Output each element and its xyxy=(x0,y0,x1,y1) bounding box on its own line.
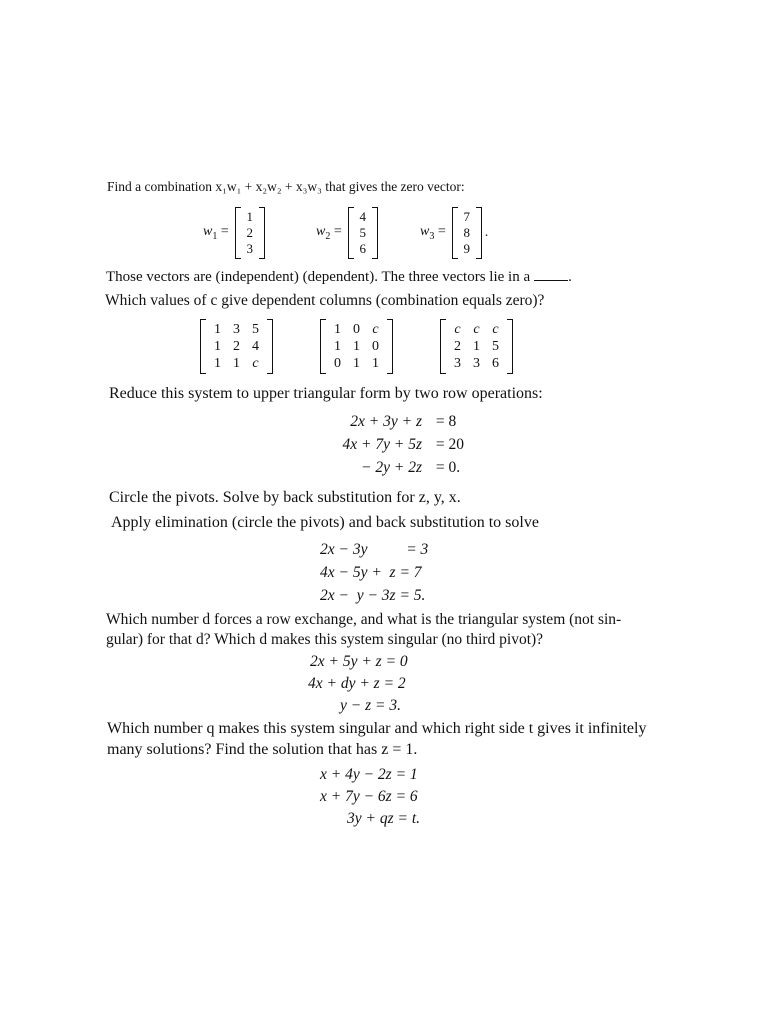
matrix-a-body xyxy=(200,319,273,374)
vector-entry: 3 xyxy=(246,241,253,256)
vector-w1-entries xyxy=(235,207,265,259)
matrix-entry: c xyxy=(372,322,379,337)
matrix-entry: 3 xyxy=(454,356,461,371)
problem6-eq1: x + 4y − 2z = 1 xyxy=(320,766,418,783)
problem2-prompt: Which values of c give dependent columns (combination equals zero)? xyxy=(105,292,545,309)
matrix-entry: 6 xyxy=(492,356,499,371)
problem4-eq3: 2x − y − 3z = 5. xyxy=(320,587,426,604)
matrix-entry: 5 xyxy=(492,339,499,354)
vector-entry: 9 xyxy=(463,241,470,256)
matrix-entry: 0 xyxy=(334,356,341,371)
problem3-eq1 xyxy=(312,413,496,431)
vector-entry: 6 xyxy=(359,241,366,256)
vector-w3-label: $w_3$ = xyxy=(420,224,446,242)
matrix-entry: 1 xyxy=(233,356,240,371)
matrix-entry: 1 xyxy=(372,356,379,371)
vector-entry: 4 xyxy=(359,209,366,224)
answer-blank[interactable] xyxy=(534,270,568,281)
vector-w1 xyxy=(203,207,265,259)
matrix-entry: c xyxy=(473,322,480,337)
vector-entry: 8 xyxy=(463,225,470,240)
matrix-c xyxy=(440,319,513,374)
matrix-entry: 3 xyxy=(233,322,240,337)
problem1-prompt: Find a combination x₁w₁ + x₂w₂ + x₃w₃ that gives the zero vector: xyxy=(107,179,465,194)
matrix-entry: 1 xyxy=(353,356,360,371)
problem5-prompt-line2: gular) for that d? Which d makes this system singular (no third pivot)? xyxy=(106,631,544,648)
vector-w2-label: $w_2$ = xyxy=(316,224,342,242)
matrix-entry: 1 xyxy=(214,339,221,354)
matrix-entry: c xyxy=(492,322,499,337)
problem6-eq3: 3y + qz = t. xyxy=(347,810,421,827)
matrix-b xyxy=(320,319,393,374)
problem5-eq2: 4x + dy + z = 2 xyxy=(308,675,406,692)
matrix-entry: 1 xyxy=(214,322,221,337)
vector-w2 xyxy=(316,207,378,259)
matrix-entry: 1 xyxy=(334,322,341,337)
matrix-entry: 4 xyxy=(252,339,259,354)
matrix-entry: 5 xyxy=(252,322,259,337)
equation-rhs: = 8 xyxy=(435,413,457,430)
matrix-entry: 0 xyxy=(353,322,360,337)
problem3-eq2 xyxy=(312,436,496,454)
problem1-followup-end: . xyxy=(568,269,572,285)
equation-rhs: = 20 xyxy=(435,436,464,453)
vector-w2-entries xyxy=(348,207,378,259)
matrix-a xyxy=(200,319,273,374)
trailing-period: . xyxy=(484,225,489,240)
vector-w3-entries xyxy=(452,207,482,259)
problem5-eq3: y − z = 3. xyxy=(340,697,401,714)
vector-entry: 1 xyxy=(246,209,253,224)
equation-rhs: = 0. xyxy=(435,459,461,476)
equation-lhs: 2x + 3y + z xyxy=(350,413,422,430)
matrix-entry: 1 xyxy=(214,356,221,371)
equation-lhs: 4x + 7y + 5z xyxy=(342,436,422,453)
problem4-eq2: 4x − 5y + z = 7 xyxy=(320,564,422,581)
problem4-eq1: 2x − 3y = 3 xyxy=(320,541,429,558)
matrix-entry: 0 xyxy=(372,339,379,354)
problem1-followup-text: Those vectors are (independent) (dependent). The three vectors lie in a xyxy=(106,269,531,285)
problem4-prompt: Apply elimination (circle the pivots) and back substitution to solve xyxy=(111,514,539,531)
vector-entry: 7 xyxy=(463,209,470,224)
vector-w3 xyxy=(420,207,488,259)
matrix-entry: 1 xyxy=(353,339,360,354)
problem3-followup: Circle the pivots. Solve by back substitution for z, y, x. xyxy=(109,489,461,506)
problem5-eq1: 2x + 5y + z = 0 xyxy=(310,653,408,670)
problem5-prompt-line1: Which number d forces a row exchange, and what is the triangular system (not sin- xyxy=(106,611,622,628)
problem6-prompt-line2: many solutions? Find the solution that has z = 1. xyxy=(107,741,418,758)
matrix-c-body xyxy=(440,319,513,374)
problem3-eq3 xyxy=(312,459,496,477)
matrix-entry: 3 xyxy=(473,356,480,371)
matrix-entry: 2 xyxy=(454,339,461,354)
problem1-followup xyxy=(106,268,572,287)
vector-entry: 5 xyxy=(359,225,366,240)
matrix-entry: c xyxy=(454,322,461,337)
vector-entry: 2 xyxy=(246,225,253,240)
matrix-entry: 1 xyxy=(473,339,480,354)
problem6-eq2: x + 7y − 6z = 6 xyxy=(320,788,418,805)
matrix-b-body xyxy=(320,319,393,374)
problem3-prompt: Reduce this system to upper triangular form by two row operations: xyxy=(109,385,543,402)
vector-w1-label: $w_1$ = xyxy=(203,224,229,242)
problem6-prompt-line1: Which number q makes this system singular and which right side t gives it infinitely xyxy=(107,720,647,737)
equation-lhs: − 2y + 2z xyxy=(361,459,422,476)
matrix-entry: 2 xyxy=(233,339,240,354)
matrix-entry: c xyxy=(252,356,259,371)
matrix-entry: 1 xyxy=(334,339,341,354)
